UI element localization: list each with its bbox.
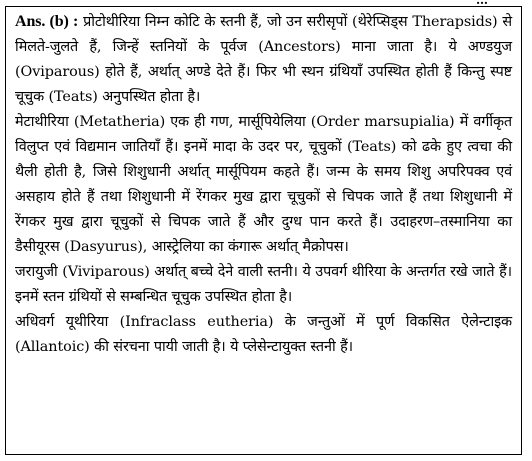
answer-paragraph-2: [15, 110, 512, 260]
answer-paragraph-3: [15, 260, 512, 310]
paragraph-text-3: जरायुजी (Viviparous) अर्थात् बच्चे देने वाली स्तनी। ये उपवर्ग थीरिया के अन्तर्गत रखे जाते हैं। इनमें स्तन ग्रंथियों से सम्बन्धित चूचुक उपस्थित होता है।: [15, 264, 512, 305]
paragraph-text-1: प्रोटोथीरिया निम्न कोटि के स्तनी हैं, जो उन सरीसृपों (थेरेप्सिड्स Therapsids) से मिलते-जुलते हैं, जिन्हें स्तनियों के पूर्वज (Ancestors) माना जाता है। ये अण्डयुज (Oviparous) होते हैं, अर्थात् अण्डे देते हैं। फिर भी स्थन ग्रंथियाँ उपस्थित होती हैं किन्तु स्पष्ट चूचुक (Teats) अनुपस्थित होता है।: [15, 14, 512, 105]
answer-box: [5, 6, 522, 455]
answer-paragraph-4: [15, 310, 512, 360]
paragraph-text-2: मेटाथीरिया (Metatheria) एक ही गण, मार्सूपियेलिया (Order marsupialia) में वर्गीकृत विलुप्त एवं विद्यमान जातियाँ हैं। इनमें मादा के उदर पर, चूचुकों (Teats) को ढके हुए त्वचा की थैली होती है, जिसे शिशुधानी अर्थात् मार्सूपियम कहते हैं। जन्म के समय शिशु अपरिपक्व एवं असहाय होते हैं तथा शिशुधानी में रेंगकर मुख द्वारा चूचुकों से चिपक जाते हैं तथा शिशुधानी में रेंगकर मुख द्वारा चूचुकों से चिपक जाते हैं और दुग्ध पान करते हैं। उदाहरण–तस्मानिया का डैसीयूरस (Dasyurus), आस्ट्रेलिया का कंगारू अर्थात् मैक्रोपस।: [15, 114, 512, 255]
cropped-header-fragment: …: [476, 0, 488, 7]
answer-paragraph-1: [15, 9, 512, 110]
answer-label: Ans. (b) :: [15, 13, 79, 30]
paragraph-text-4: अधिवर्ग यूथीरिया (Infraclass eutheria) के जन्तुओं में पूर्ण विकसित ऐलेन्टाइक (Allantoic) की संरचना पायी जाती है। ये प्लेसेन्टायुक्त स्तनी हैं।: [15, 314, 512, 355]
